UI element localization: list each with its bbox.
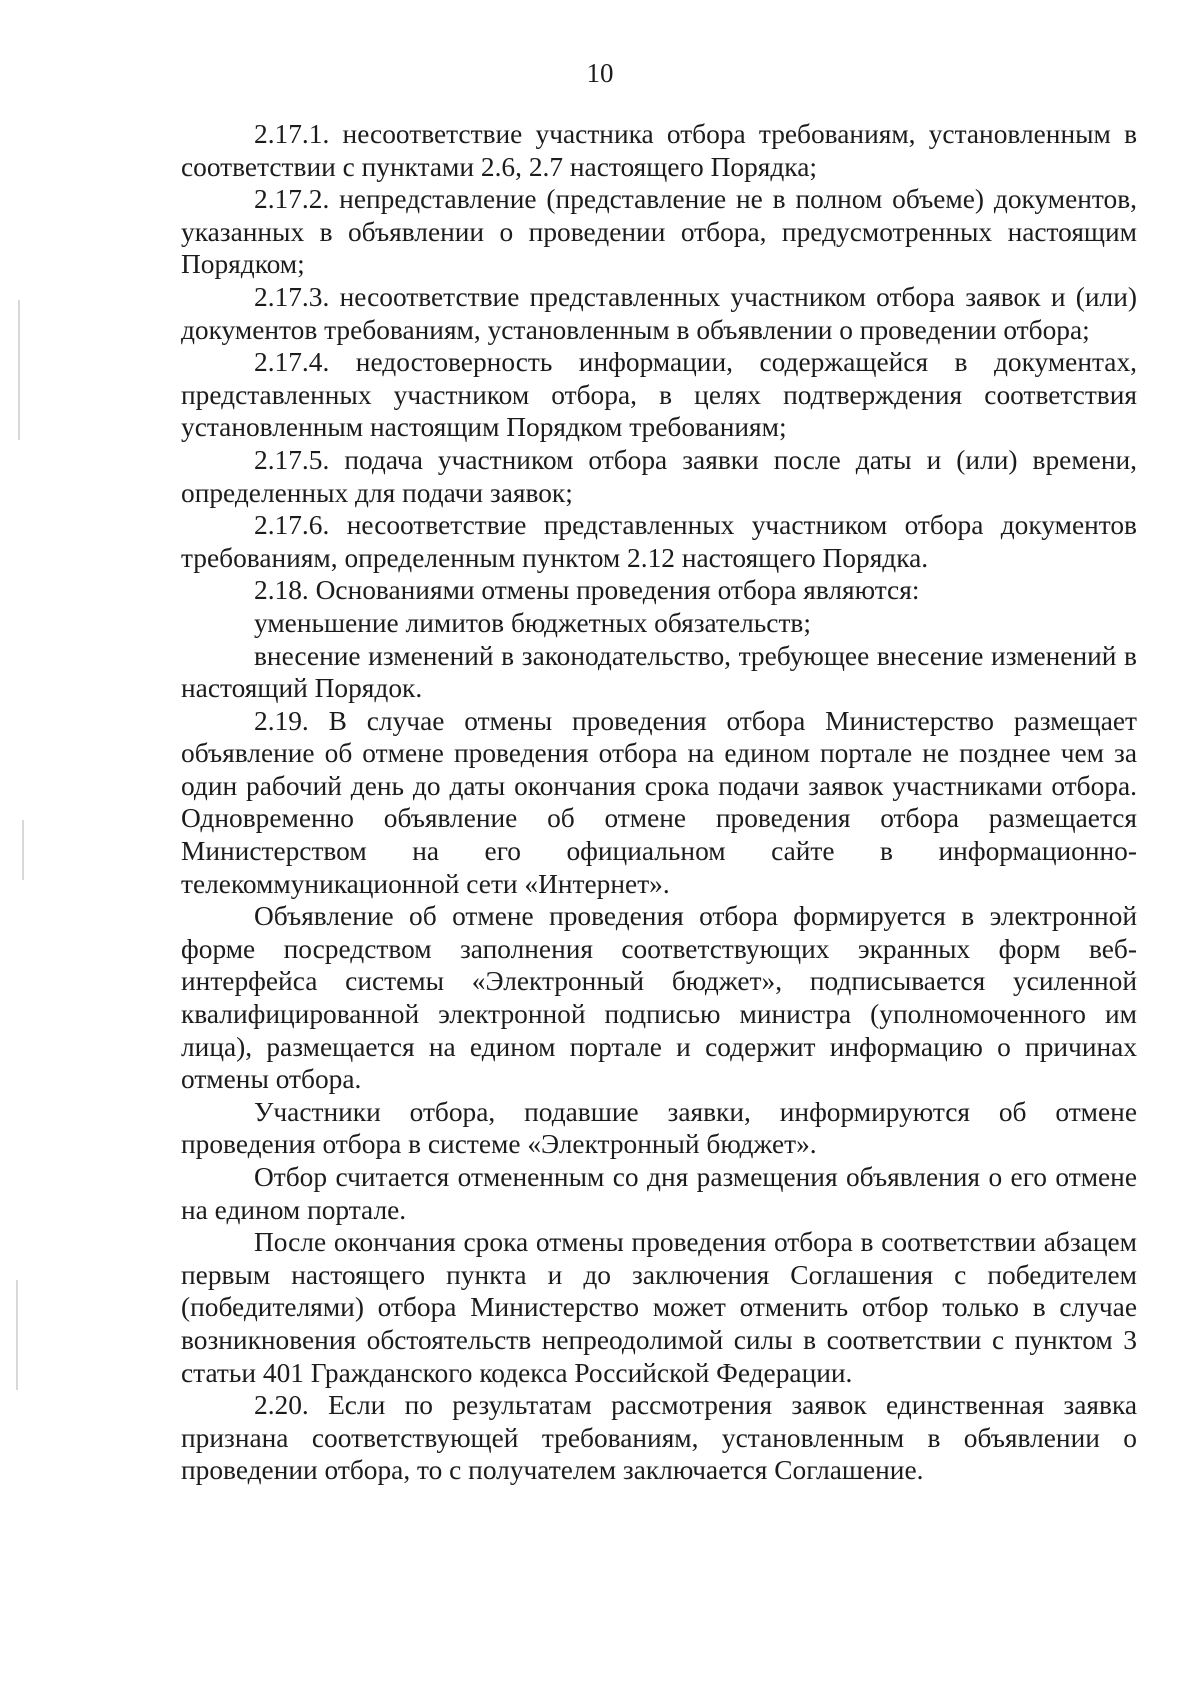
paragraph-2-19: 2.19. В случае отмены проведения отбора Министерство размещает объявление об отмене проведения отбора на едином портале не позднее чем за один рабочий день до даты окончания срока подачи заявок участниками отбора. Одновременно объявление об отмене проведения отбора размещается Министерством на его официальном сайте в информационно-телекоммуникационной сети «Интернет». [181, 705, 1137, 899]
paragraph-2-20: 2.20. Если по результатам рассмотрения заявок единственная заявка признана соответствующей требованиям, установленным в объявлении о проведении отбора, то с получателем заключается Соглашение. [181, 1390, 1137, 1486]
scan-edge-mark [18, 300, 20, 440]
paragraph-2-18-item-2: внесение изменений в законодательство, требующее внесение изменений в настоящий Порядок. [181, 640, 1137, 704]
page-number: 10 [586, 58, 614, 88]
paragraph-2-17-1: 2.17.1. несоответствие участника отбора требованиям, установленным в соответствии с пунктами 2.6, 2.7 настоящего Порядка; [181, 119, 1137, 182]
paragraph-2-19-force-majeure: После окончания срока отмены проведения отбора в соответствии абзацем первым настоящего пункта и до заключения Соглашения с победителем (победителями) отбора Министерство может отменить отбор только в случае возникновения обстоятельств непреодолимой силы в соответствии с пунктом 3 статьи 401 Гражданского кодекса Российской Федерации. [181, 1227, 1137, 1388]
document-body [181, 118, 1137, 1487]
paragraph-2-17-4: 2.17.4. недостоверность информации, содержащейся в документах, представленных участником отбора, в целях подтверждения соответствия установленным настоящим Порядком требованиям; [181, 347, 1137, 443]
paragraph-2-18: 2.18. Основаниями отмены проведения отбора являются: [254, 575, 920, 606]
paragraph-2-18-item-1: уменьшение лимитов бюджетных обязательств; [254, 607, 811, 638]
paragraph-2-19-participants: Участники отбора, подавшие заявки, информируются об отмене проведения отбора в системе «Электронный бюджет». [181, 1096, 1137, 1160]
scan-edge-mark [16, 1280, 18, 1390]
paragraph-2-19-cancelled: Отбор считается отмененным со дня размещения объявления о его отмене на едином портале. [181, 1162, 1137, 1225]
paragraph-2-17-5: 2.17.5. подача участником отбора заявки после даты и (или) времени, определенных для подачи заявок; [181, 444, 1137, 508]
paragraph-2-17-3: 2.17.3. несоответствие представленных участником отбора заявок и (или) документов требованиям, установленным в объявлении о проведении отбора; [181, 281, 1137, 345]
paragraph-2-19-announcement: Объявление об отмене проведения отбора формируется в электронной форме посредством заполнения соответствующих экранных форм веб-интерфейса системы «Электронный бюджет», подписывается усиленной квалифицированной электронной подписью министра (уполномоченного им лица), размещается на едином портале и содержит информацию о причинах отмены отбора. [181, 901, 1137, 1095]
paragraph-2-17-6: 2.17.6. несоответствие представленных участником отбора документов требованиям, определенным пунктом 2.12 настоящего Порядка. [181, 510, 1137, 573]
scan-edge-mark [22, 820, 24, 880]
paragraph-2-17-2: 2.17.2. непредставление (представление не в полном объеме) документов, указанных в объявлении о проведении отбора, предусмотренных настоящим Порядком; [181, 184, 1137, 280]
